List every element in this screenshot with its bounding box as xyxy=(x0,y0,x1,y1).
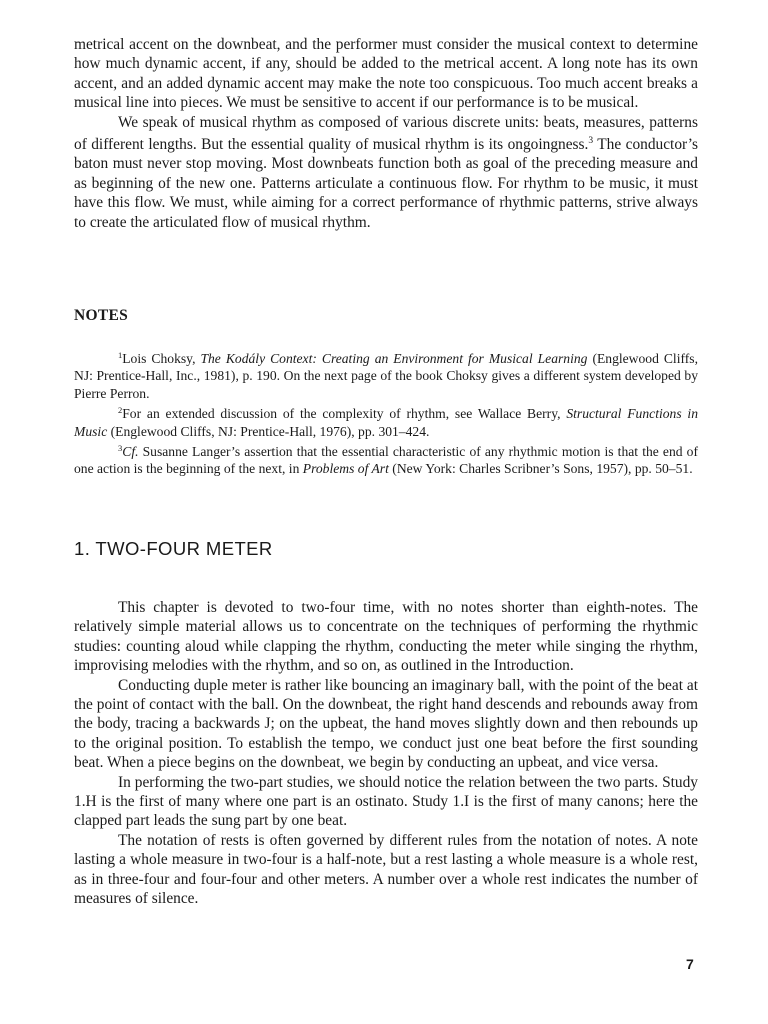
paragraph-rhythm-text-a: We speak of musical rhythm as composed of various discrete units: beats, measures, patterns of different lengths. But the essential quality of musical rhythm is its ongoingness. xyxy=(74,113,698,154)
top-body-text xyxy=(74,35,698,232)
note-2-text-b: (Englewood Cliffs, NJ: Prentice-Hall, 1976), pp. 301–424. xyxy=(107,423,430,439)
paragraph-accent: metrical accent on the downbeat, and the performer must consider the musical context to determine how much dynamic accent, if any, should be added to the metrical accent. A long note has its own accent, and an added dynamic accent may make the note too conspicuous. Too much accent breaks a musical line into pieces. We must be sensitive to accent if our performance is to be musical. xyxy=(74,36,698,112)
note-3-cf: Cf. xyxy=(122,444,139,460)
chapter-body-text xyxy=(74,598,698,909)
chapter-heading: 1. TWO-FOUR METER xyxy=(74,538,273,559)
notes-heading: NOTES xyxy=(74,307,129,324)
note-3-title: Problems of Art xyxy=(302,461,389,477)
note-1-title: The Kodály Context: Creating an Environment for Musical Learning xyxy=(200,351,588,366)
note-1-number: 1 xyxy=(118,350,123,360)
footnote-ref-3: 3 xyxy=(588,136,594,147)
note-3-text-a: Susanne Langer’s assertion that the essential characteristic of any rhythmic motion is that the end of one action is the beginning of the next, in xyxy=(74,444,698,477)
note-2-number: 2 xyxy=(118,405,123,416)
chapter-paragraph-1: This chapter is devoted to two-four time, with no notes shorter than eighth-notes. The relatively simple material allows us to concentrate on the techniques of performing the rhythmic studies: counting aloud while clapping the rhythm, conducting the meter while singing the rhythm, improvising melodies with the rhythm, and so on, as outlined in the Introduction. xyxy=(74,599,698,675)
note-1 xyxy=(74,347,698,402)
note-2 xyxy=(74,402,698,440)
page-number: 7 xyxy=(686,956,694,972)
paragraph-rhythm-text-b: The conductor’s baton must never stop moving. Most downbeats function both as goal of the preceding measure and as beginning of the new one. Patterns articulate a continuous flow. For rhythm to be music, it must have this flow. We must, while aiming for a correct performance of rhythmic patterns, strive always to create the articulated flow of musical rhythm. xyxy=(74,136,698,231)
paragraph-rhythm xyxy=(74,113,698,232)
chapter-paragraph-4: The notation of rests is often governed by different rules from the notation of notes. A note lasting a whole measure in two-four is a half-note, but a rest lasting a whole measure is a whole rest, as in three-four and four-four and other meters. A number over a whole rest indicates the number of measures of silence. xyxy=(74,831,698,908)
note-3 xyxy=(74,440,698,478)
note-1-text-b: (Englewood Cliffs, NJ: Prentice-Hall, Inc., 1981), p. 190. On the next page of the book Choksy gives a different system developed by Pierre Perron. xyxy=(74,351,698,401)
note-2-text-a: For an extended discussion of the complexity of rhythm, see Wallace Berry, xyxy=(122,406,567,422)
note-2-title: Structural Functions in Music xyxy=(74,406,698,439)
chapter-paragraph-2: Conducting duple meter is rather like bouncing an imaginary ball, with the point of the beat at the point of contact with the ball. On the downbeat, the right hand descends and rebounds away from the body, tracing a backwards J; on the upbeat, the hand moves slightly down and then rebounds up to the original position. To establish the tempo, we conduct just one beat before the first sounding beat. When a piece begins on the downbeat, we begin by conducting an upbeat, and vice versa. xyxy=(74,676,698,772)
note-3-text-b: (New York: Charles Scribner’s Sons, 1957), pp. 50–51. xyxy=(388,461,693,477)
note-3-number: 3 xyxy=(118,443,123,454)
note-1-text-a: Lois Choksy, xyxy=(122,351,201,366)
notes-list xyxy=(74,347,698,478)
chapter-paragraph-3: In performing the two-part studies, we should notice the relation between the two parts. Study 1.H is the first of many where one part is an ostinato. Study 1.I is the first of many canons; here the clapped part leads the sung part by one beat. xyxy=(74,773,698,830)
